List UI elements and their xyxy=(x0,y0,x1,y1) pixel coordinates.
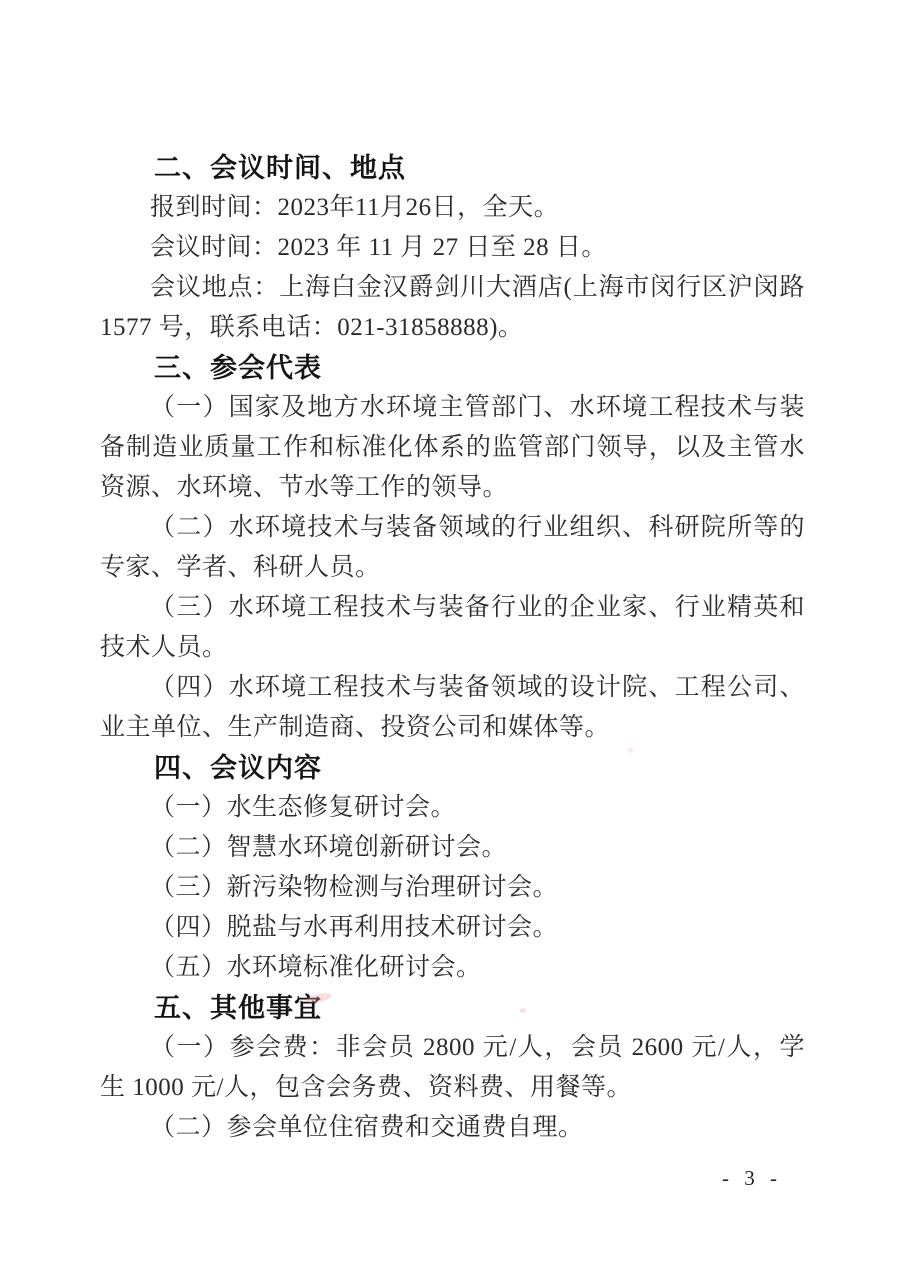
paragraph-fees: （一）参会费：非会员 2800 元/人，会员 2600 元/人，学生 1000 元/人，包含会务费、资料费、用餐等。 xyxy=(100,1034,805,1101)
paragraph-meeting-time: 会议时间：2023 年 11 月 27 日至 28 日。 xyxy=(150,234,607,261)
paragraph-content-3: （三）新污染物检测与治理研讨会。 xyxy=(150,874,559,901)
section-attendees xyxy=(100,348,805,748)
section-meeting-time-location xyxy=(100,148,805,348)
section-heading-meeting-time-location: 二、会议时间、地点 xyxy=(154,153,406,183)
paragraph-attendees-4: （四）水环境工程技术与装备领域的设计院、工程公司、业主单位、生产制造商、投资公司和媒体等。 xyxy=(100,674,805,741)
paragraph-attendees-2: （二）水环境技术与装备领域的行业组织、科研院所等的专家、学者、科研人员。 xyxy=(100,514,805,581)
section-meeting-content xyxy=(100,748,805,988)
section-heading-other-matters: 五、其他事宜 xyxy=(154,993,322,1023)
section-heading-meeting-content: 四、会议内容 xyxy=(154,753,322,783)
paragraph-content-1: （一）水生态修复研讨会。 xyxy=(150,794,457,821)
paragraph-content-2: （二）智慧水环境创新研讨会。 xyxy=(150,834,508,861)
paragraph-registration-time: 报到时间：2023年11月26日，全天。 xyxy=(150,194,560,221)
paragraph-content-5: （五）水环境标准化研讨会。 xyxy=(150,954,482,981)
paragraph-meeting-location: 会议地点：上海白金汉爵剑川大酒店(上海市闵行区沪闵路 1577 号，联系电话：021-31858888)。 xyxy=(100,274,805,341)
paragraph-attendees-1: （一）国家及地方水环境主管部门、水环境工程技术与装备制造业质量工作和标准化体系的监管部门领导，以及主管水资源、水环境、节水等工作的领导。 xyxy=(100,394,805,501)
page-number: - 3 - xyxy=(722,1166,782,1190)
paragraph-content-4: （四）脱盐与水再利用技术研讨会。 xyxy=(150,914,559,941)
section-heading-attendees: 三、参会代表 xyxy=(154,353,322,383)
paragraph-attendees-3: （三）水环境工程技术与装备行业的企业家、行业精英和技术人员。 xyxy=(100,594,805,661)
paragraph-lodging-transport: （二）参会单位住宿费和交通费自理。 xyxy=(150,1114,584,1141)
section-other-matters xyxy=(100,988,805,1148)
